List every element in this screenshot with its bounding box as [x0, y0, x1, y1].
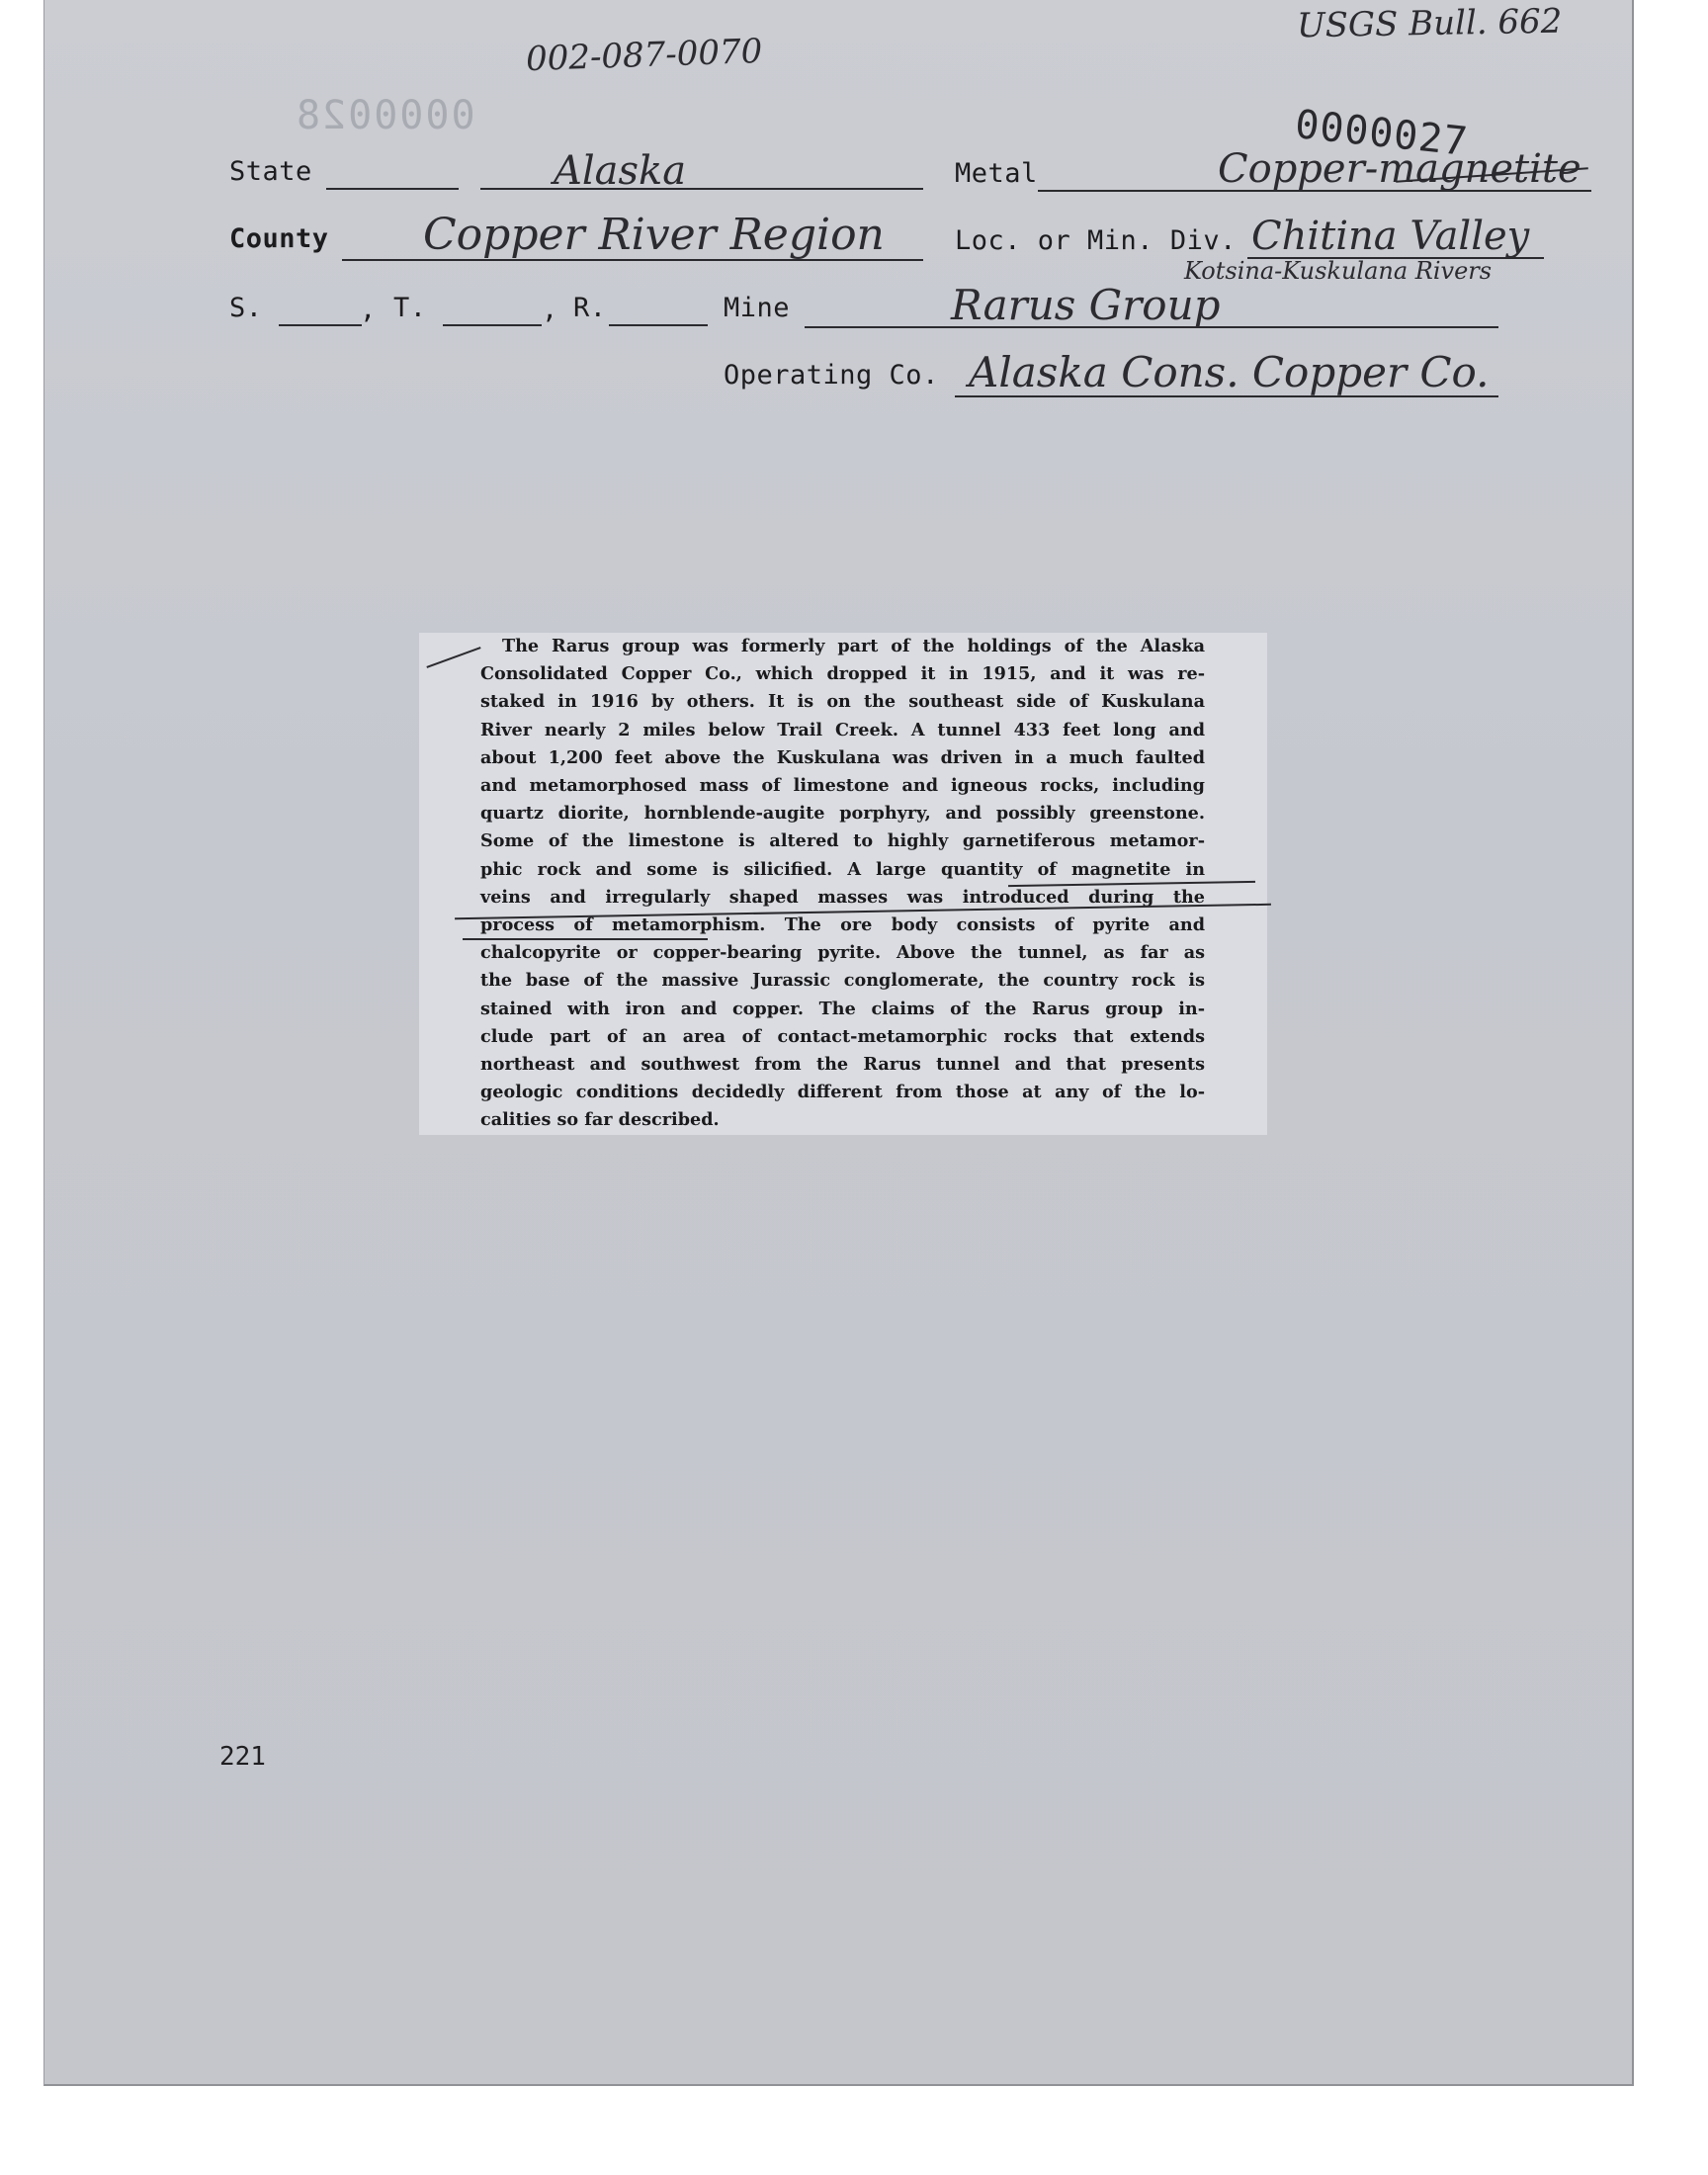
page-number: 221: [219, 1742, 266, 1772]
metal-value: Copper-magnetite: [1218, 146, 1581, 192]
clipping-line: the base of the massive Jurassic conglomerate, the country rock is: [480, 970, 1205, 992]
clipping-line: phic rock and some is silicified. A large quantity of magnetite in: [480, 858, 1205, 880]
clipping-line: clude part of an area of contact-metamorphic rocks that extends: [480, 1025, 1205, 1047]
township-comma: ,: [542, 295, 558, 325]
loc-value: Chitina Valley: [1251, 214, 1530, 259]
clipping-line: and metamorphosed mass of limestone and igneous rocks, including: [480, 775, 1205, 797]
operating-value: Alaska Cons. Copper Co.: [969, 348, 1490, 396]
stamp-number: 0000027: [1293, 101, 1471, 166]
section-line: [279, 324, 362, 326]
source-note: USGS Bull. 662: [1296, 1, 1563, 46]
clipping-line: northeast and southwest from the Rarus tunnel and that presents: [480, 1054, 1205, 1076]
clipping-line: Some of the limestone is altered to highly garnetiferous metamor-: [480, 830, 1205, 852]
section-label: S.: [229, 293, 263, 323]
clipping-line: calities so far described.: [480, 1109, 720, 1131]
metal-label: Metal: [955, 158, 1038, 189]
text-clipping: [419, 633, 1267, 1135]
county-label: County: [229, 223, 329, 254]
pencil-check-mark: [426, 647, 480, 668]
state-blank-line: [326, 188, 459, 190]
reference-number: 002-087-0070: [525, 31, 763, 80]
clipping-line: quartz diorite, hornblende-augite porphyry, and possibly greenstone.: [480, 803, 1205, 825]
clipping-line: staked in 1916 by others. It is on the southeast side of Kuskulana: [480, 691, 1205, 713]
county-value: Copper River Region: [423, 210, 885, 260]
section-comma: ,: [360, 295, 377, 325]
loc-subvalue: Kotsina-Kuskulana Rivers: [1184, 257, 1493, 285]
township-label: T.: [393, 293, 427, 323]
mine-value: Rarus Group: [951, 281, 1221, 329]
clipping-line: chalcopyrite or copper-bearing pyrite. Above the tunnel, as far as: [480, 942, 1205, 964]
state-line: [480, 188, 923, 190]
clipping-line: geologic conditions decidedly different from those at any of the lo-: [480, 1082, 1205, 1103]
operating-label: Operating Co.: [724, 360, 939, 391]
clipping-line: River nearly 2 miles below Trail Creek. A tunnel 433 feet long and: [480, 719, 1205, 740]
loc-label: Loc. or Min. Div.: [955, 225, 1237, 256]
clipping-line: veins and irregularly shaped masses was introduced during the: [480, 886, 1205, 908]
pencil-underline: [463, 938, 708, 940]
clipping-line: about 1,200 feet above the Kuskulana was driven in a much faulted: [480, 746, 1205, 768]
range-line: [609, 324, 708, 326]
clipping-line: stained with iron and copper. The claims of the Rarus group in-: [480, 998, 1205, 1019]
ghost-stamp-number: 0000028: [295, 93, 475, 138]
range-label: R.: [573, 293, 607, 323]
township-line: [443, 324, 542, 326]
clipping-line: process of metamorphism. The ore body consists of pyrite and: [480, 914, 1205, 936]
state-label: State: [229, 156, 312, 187]
clipping-line: The Rarus group was formerly part of the holdings of the Alaska: [502, 636, 1205, 656]
state-value: Alaska: [554, 148, 687, 194]
clipping-line: Consolidated Copper Co., which dropped it in 1915, and it was re-: [480, 663, 1205, 685]
mine-label: Mine: [724, 293, 791, 323]
